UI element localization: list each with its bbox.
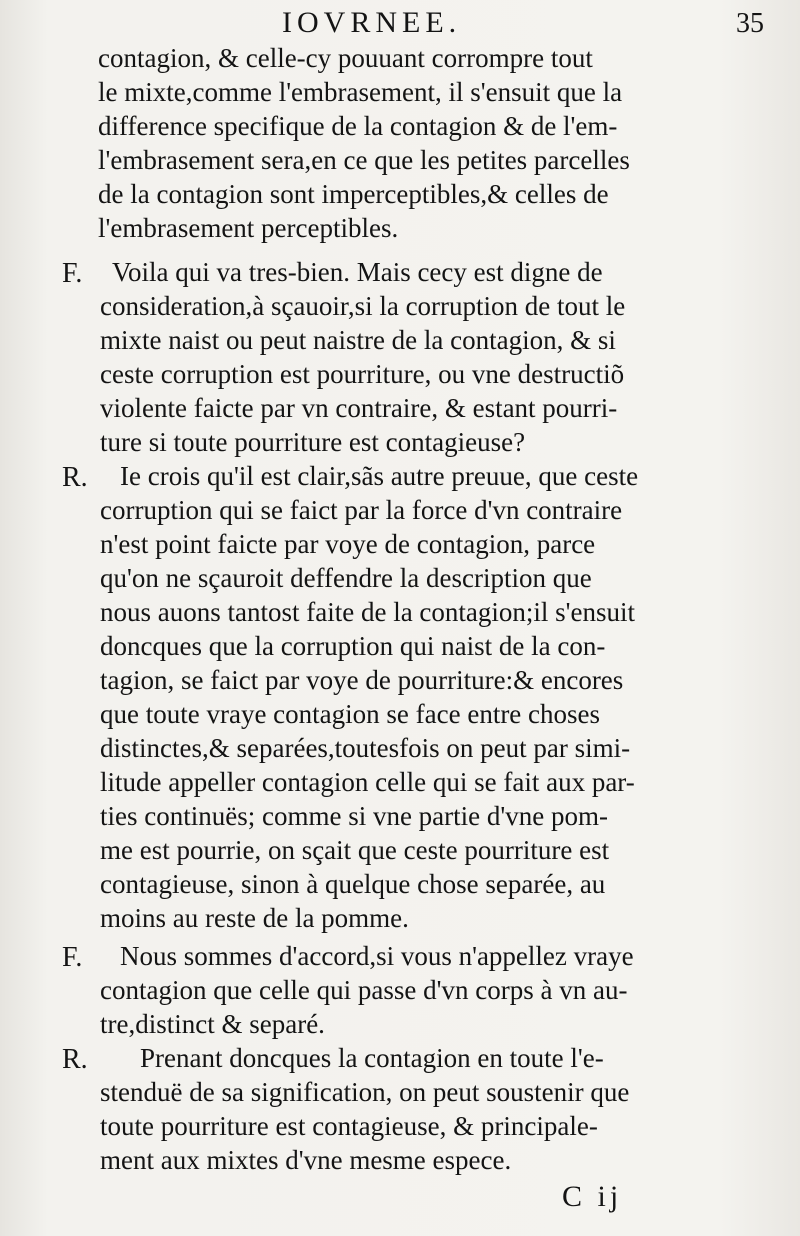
text-line: ceste corruption est pourriture, ou vne destructiõ xyxy=(100,359,625,389)
text-line: ture si toute pourriture est contagieuse? xyxy=(100,427,526,457)
text-line: Ie crois qu'il est clair,sãs autre preuue, que ceste xyxy=(120,461,639,491)
text-line: nous auons tantost faite de la contagion;il s'ensuit xyxy=(100,597,636,627)
text-line: Nous sommes d'accord,si vous n'appellez vraye xyxy=(120,941,634,971)
text-line: litude appeller contagion celle qui se fait aux par- xyxy=(100,767,635,797)
text-line: l'embrasement sera,en ce que les petites parcelles xyxy=(98,145,630,175)
page-number: 35 xyxy=(736,8,764,39)
text-line: mixte naist ou peut naistre de la contagion, & si xyxy=(100,325,616,355)
text-line: distinctes,& separées,toutesfois on peut par simi- xyxy=(100,733,631,763)
text-line: Prenant doncques la contagion en toute l'e- xyxy=(140,1043,604,1073)
text-line: difference specifique de la contagion & de l'em- xyxy=(98,111,618,141)
text-line: l'embrasement perceptibles. xyxy=(98,213,399,243)
text-line: que toute vraye contagion se face entre choses xyxy=(100,699,601,729)
text-line: Voila qui va tres-bien. Mais cecy est digne de xyxy=(112,257,603,287)
text-line: doncques que la corruption qui naist de la con- xyxy=(100,631,606,661)
speaker-label: R. xyxy=(62,462,88,493)
text-line: n'est point faicte par voye de contagion, parce xyxy=(100,529,596,559)
running-title: IOVRNEE. xyxy=(282,6,462,39)
text-line: de la contagion sont imperceptibles,& celles de xyxy=(98,179,609,209)
speaker-label: R. xyxy=(62,1044,88,1075)
text-line: consideration,à sçauoir,si la corruption de tout le xyxy=(100,291,626,321)
text-line: ment aux mixtes d'vne mesme espece. xyxy=(100,1145,512,1175)
text-line: ties continuës; comme si vne partie d'vne pom- xyxy=(100,801,608,831)
text-line: le mixte,comme l'embrasement, il s'ensuit que la xyxy=(98,77,623,107)
text-line: stenduë de sa signification, on peut soustenir que xyxy=(100,1077,630,1107)
text-line: contagieuse, sinon à quelque chose separée, au xyxy=(100,869,606,899)
text-line: me est pourrie, on sçait que ceste pourriture est xyxy=(100,835,610,865)
signature-mark: C ij xyxy=(562,1180,623,1213)
text-line: moins au reste de la pomme. xyxy=(100,903,409,933)
text-line: violente faicte par vn contraire, & estant pourri- xyxy=(100,393,618,423)
text-line: tagion, se faict par voye de pourriture:& encores xyxy=(100,665,624,695)
text-line: qu'on ne sçauroit deffendre la description que xyxy=(100,563,592,593)
text-line: contagion que celle qui passe d'vn corps à vn au- xyxy=(100,975,628,1005)
text-line: contagion, & celle-cy pouuant corrompre tout xyxy=(98,43,593,73)
text-line: toute pourriture est contagieuse, & principale- xyxy=(100,1111,598,1141)
speaker-label: F. xyxy=(62,258,83,289)
text-line: corruption qui se faict par la force d'vn contraire xyxy=(100,495,623,525)
speaker-label: F. xyxy=(62,942,83,973)
running-head xyxy=(0,4,800,44)
text-line: tre,distinct & separé. xyxy=(100,1009,325,1039)
